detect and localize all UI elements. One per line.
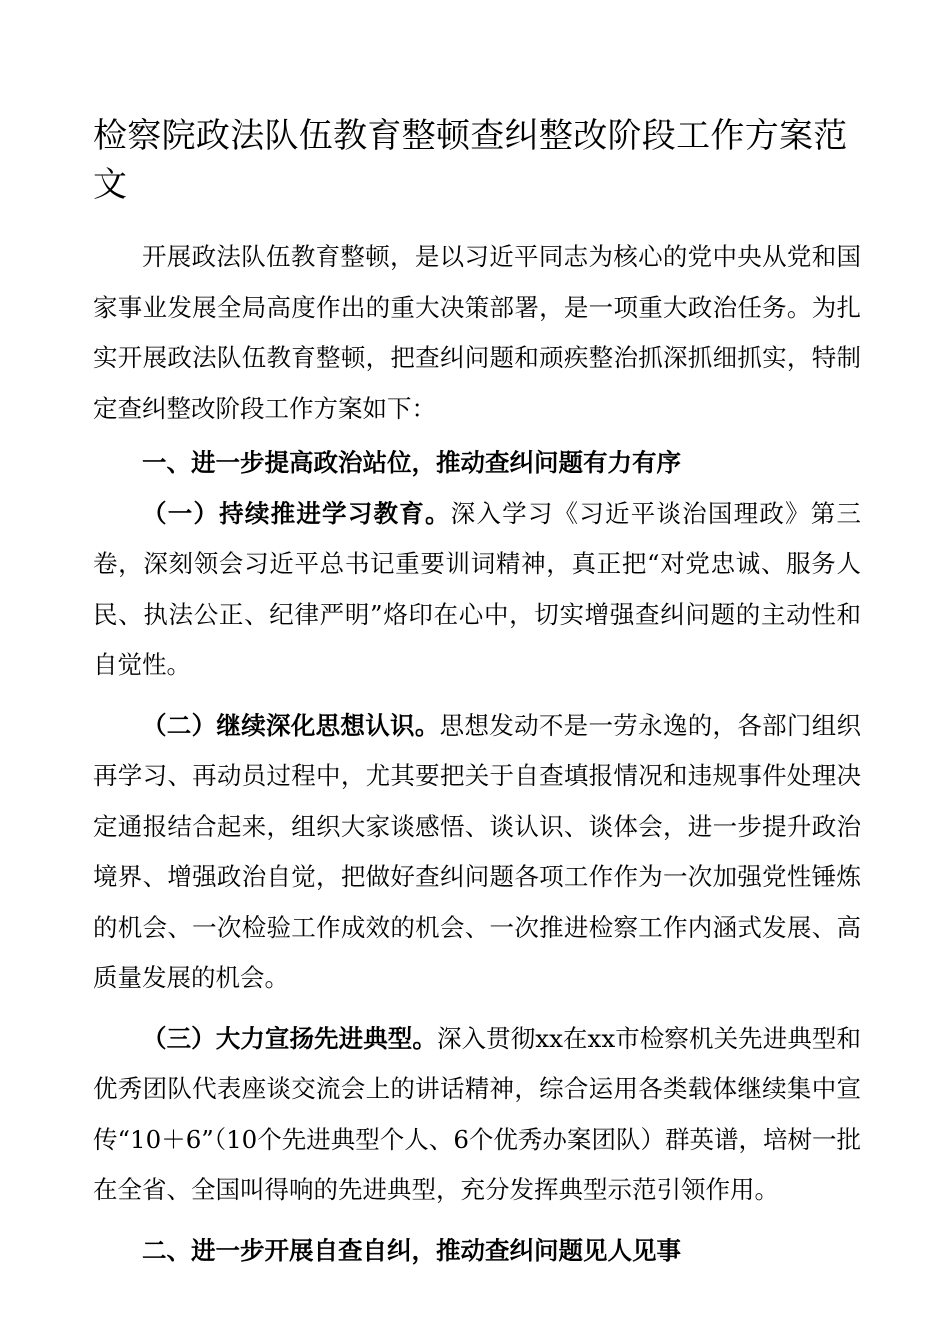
paragraph-item-1 — [93, 489, 861, 691]
section-heading-2: 二、进一步开展自查自纠，推动查纠问题见人见事 — [142, 1235, 681, 1265]
document-title: 检察院政法队伍教育整顿查纠整改阶段工作方案范文 — [93, 116, 848, 205]
item-2-lead: （二）继续深化思想认识。 — [142, 710, 440, 740]
item-1-body: 深入学习《习近平谈治国理政》第三卷，深刻领会习近平总书记重要训词精神，真正把“对党忠诚、服务人民、执法公正、纪律严明”烙印在心中，切实增强查纠问题的主动性和自觉性。 — [93, 498, 862, 679]
intro-paragraph: 开展政法队伍教育整顿，是以习近平同志为核心的党中央从党和国家事业发展全局高度作出的重大决策部署，是一项重大政治任务。为扎实开展政法队伍教育整顿，把查纠问题和顽疾整治抓深抓细抓实，特制定查纠整改阶段工作方案如下： — [93, 242, 861, 423]
item-3-body: 深入贯彻xx在xx市检察机关先进典型和优秀团队代表座谈交流会上的讲话精神，综合运用各类载体继续集中宣传“10＋6”（10个先进典型个人、6个优秀办案团队）群英谱，培树一批在全省、全国叫得响的先进典型，充分发挥典型示范引领作用。 — [93, 1023, 861, 1204]
paragraph-item-2 — [93, 701, 861, 1004]
section-heading-1: 一、进一步提高政治站位，推动查纠问题有力有序 — [142, 448, 681, 477]
paragraph-item-3 — [93, 1014, 861, 1216]
item-1-lead: （一）持续推进学习教育。 — [142, 498, 451, 528]
item-2-body: 思想发动不是一劳永逸的，各部门组织再学习、再动员过程中，尤其要把关于自查填报情况和违规事件处理决定通报结合起来，组织大家谈感悟、谈认识、谈体会，进一步提升政治境界、增强政治自觉，把做好查纠问题各项工作作为一次加强党性锤炼的机会、一次检验工作成效的机会、一次推进检察工作内涵式发展、高质量发展的机会。 — [93, 710, 862, 992]
item-3-lead: （三）大力宣扬先进典型。 — [142, 1023, 437, 1053]
document-page — [93, 112, 861, 1276]
